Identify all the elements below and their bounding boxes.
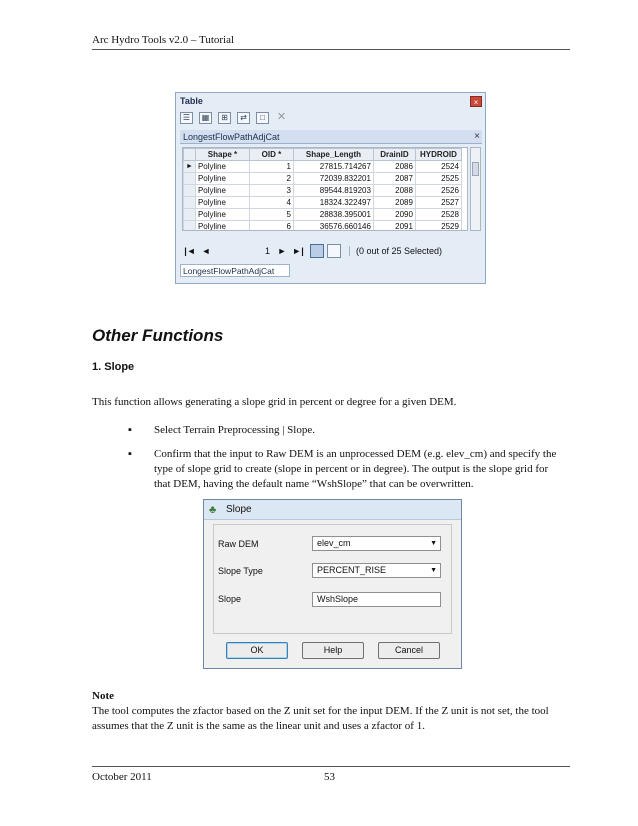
bullet-marker: ▪ xyxy=(128,424,132,436)
table-cell: 3 xyxy=(249,185,293,197)
vertical-scrollbar[interactable] xyxy=(470,147,481,231)
table-cell: 28838.395001 xyxy=(293,209,373,221)
table-cell: 6 xyxy=(249,221,293,232)
help-button[interactable]: Help xyxy=(302,642,364,659)
row-selector[interactable] xyxy=(184,173,196,185)
raw-dem-value: elev_cm xyxy=(317,538,351,548)
bullet-text: Confirm that the input to Raw DEM is an unprocessed DEM (e.g. elev_cm) and specify the type of slope grid to create (slope in percent or in degree). The output is the slope grid for that DEM, having the default name “WshSlope” that can be overwritten. xyxy=(154,448,557,490)
table-cell: 4 xyxy=(249,197,293,209)
switch-selection-icon[interactable]: ⇄ xyxy=(237,112,250,124)
select-by-attributes-icon[interactable]: ⊞ xyxy=(218,112,231,124)
raw-dem-label: Raw DEM xyxy=(218,539,259,549)
table-toolbar xyxy=(180,110,288,126)
note-text: The tool computes the zfactor based on the Z unit set for the input DEM. If the Z unit is not set, the tool assumes that the Z unit is the same as the linear unit and uses a zfactor of 1. xyxy=(92,705,549,732)
row-selector[interactable] xyxy=(184,209,196,221)
attribute-grid xyxy=(182,147,468,231)
page-header-title: Arc Hydro Tools v2.0 – Tutorial xyxy=(92,34,235,46)
dialog-title: Slope xyxy=(204,500,461,520)
current-record-number[interactable]: 1 xyxy=(264,246,270,256)
slope-type-label: Slope Type xyxy=(218,566,263,576)
row-selector[interactable] xyxy=(184,185,196,197)
table-cell: Polyline xyxy=(195,161,249,173)
table-options-icon[interactable]: ☰ xyxy=(180,112,193,124)
column-header[interactable]: OID * xyxy=(249,149,293,161)
note-title: Note xyxy=(92,690,114,702)
table-cell: 27815.714267 xyxy=(293,161,373,173)
attribute-table xyxy=(183,148,462,231)
record-navigator xyxy=(182,243,482,259)
row-selector-header xyxy=(184,149,196,161)
table-cell: 89544.819203 xyxy=(293,185,373,197)
bullet-text: Select Terrain Preprocessing | Slope. xyxy=(154,424,315,436)
arc-hydro-icon: ♣ xyxy=(209,504,217,516)
close-window-button[interactable]: × xyxy=(470,96,482,107)
table-cell: 2089 xyxy=(373,197,415,209)
close-tab-icon[interactable]: × xyxy=(474,131,480,142)
table-cell: 2087 xyxy=(373,173,415,185)
section-heading: Other Functions xyxy=(92,326,224,345)
table-cell: Polyline xyxy=(195,173,249,185)
column-header[interactable]: Shape_Length xyxy=(293,149,373,161)
cancel-button[interactable]: Cancel xyxy=(378,642,440,659)
table-cell: 1 xyxy=(249,161,293,173)
column-header[interactable]: HYDROID xyxy=(415,149,461,161)
bottom-table-tab[interactable]: LongestFlowPathAdjCat xyxy=(180,264,290,277)
table-cell: 2526 xyxy=(415,185,461,197)
table-cell: 2527 xyxy=(415,197,461,209)
table-cell: Polyline xyxy=(195,209,249,221)
clear-selection-icon[interactable]: □ xyxy=(256,112,269,124)
table-cell: 2525 xyxy=(415,173,461,185)
slope-dialog xyxy=(203,499,462,669)
table-cell: 2091 xyxy=(373,221,415,232)
table-cell: 2524 xyxy=(415,161,461,173)
intro-paragraph: This function allows generating a slope grid in percent or degree for a given DEM. xyxy=(92,396,457,408)
table-cell: 2529 xyxy=(415,221,461,232)
table-row[interactable] xyxy=(184,185,462,197)
table-cell: 72039.832201 xyxy=(293,173,373,185)
selection-status: (0 out of 25 Selected) xyxy=(349,246,442,256)
table-row[interactable] xyxy=(184,221,462,232)
header-rule xyxy=(92,49,570,50)
ok-button[interactable]: OK xyxy=(226,642,288,659)
delete-icon[interactable]: ✕ xyxy=(276,111,287,123)
bullet-marker: ▪ xyxy=(128,448,132,460)
column-header[interactable]: DrainID xyxy=(373,149,415,161)
row-selector[interactable] xyxy=(184,221,196,232)
footer-date: October 2011 xyxy=(92,771,152,783)
related-tables-icon[interactable]: ▦ xyxy=(199,112,212,124)
table-row[interactable] xyxy=(184,197,462,209)
subsection-heading: 1. Slope xyxy=(92,361,135,373)
slope-type-value: PERCENT_RISE xyxy=(317,565,387,575)
table-cell: 2086 xyxy=(373,161,415,173)
table-row[interactable] xyxy=(184,161,462,173)
table-cell: 5 xyxy=(249,209,293,221)
scroll-thumb[interactable] xyxy=(472,162,479,176)
column-header[interactable]: Shape * xyxy=(195,149,249,161)
table-row[interactable] xyxy=(184,209,462,221)
slope-output-input[interactable]: WshSlope xyxy=(312,592,441,607)
previous-record-button[interactable]: ◄ xyxy=(201,246,211,256)
chevron-down-icon: ▼ xyxy=(430,567,437,574)
table-cell: Polyline xyxy=(195,185,249,197)
footer-rule xyxy=(92,766,570,767)
table-cell: 36576.660146 xyxy=(293,221,373,232)
last-record-button[interactable]: ►| xyxy=(292,246,304,256)
table-cell: 2090 xyxy=(373,209,415,221)
table-row[interactable] xyxy=(184,173,462,185)
show-selected-records-icon[interactable] xyxy=(327,244,341,258)
table-tab[interactable]: LongestFlowPathAdjCat xyxy=(180,130,482,144)
table-cell: 2 xyxy=(249,173,293,185)
raw-dem-select[interactable] xyxy=(312,536,441,551)
table-window-title: Table xyxy=(180,96,203,106)
slope-type-select[interactable] xyxy=(312,563,441,578)
table-cell: 2528 xyxy=(415,209,461,221)
table-cell: 18324.322497 xyxy=(293,197,373,209)
next-record-button[interactable]: ► xyxy=(277,246,287,256)
table-cell: Polyline xyxy=(195,221,249,232)
table-cell: 2088 xyxy=(373,185,415,197)
table-window xyxy=(175,92,486,284)
slope-output-label: Slope xyxy=(218,594,242,604)
first-record-button[interactable]: |◄ xyxy=(184,246,196,256)
chevron-down-icon: ▼ xyxy=(430,540,437,547)
row-selector[interactable]: ► xyxy=(184,161,196,173)
page-number: 53 xyxy=(324,771,335,783)
row-selector[interactable] xyxy=(184,197,196,209)
table-cell: Polyline xyxy=(195,197,249,209)
show-all-records-icon[interactable] xyxy=(310,244,324,258)
